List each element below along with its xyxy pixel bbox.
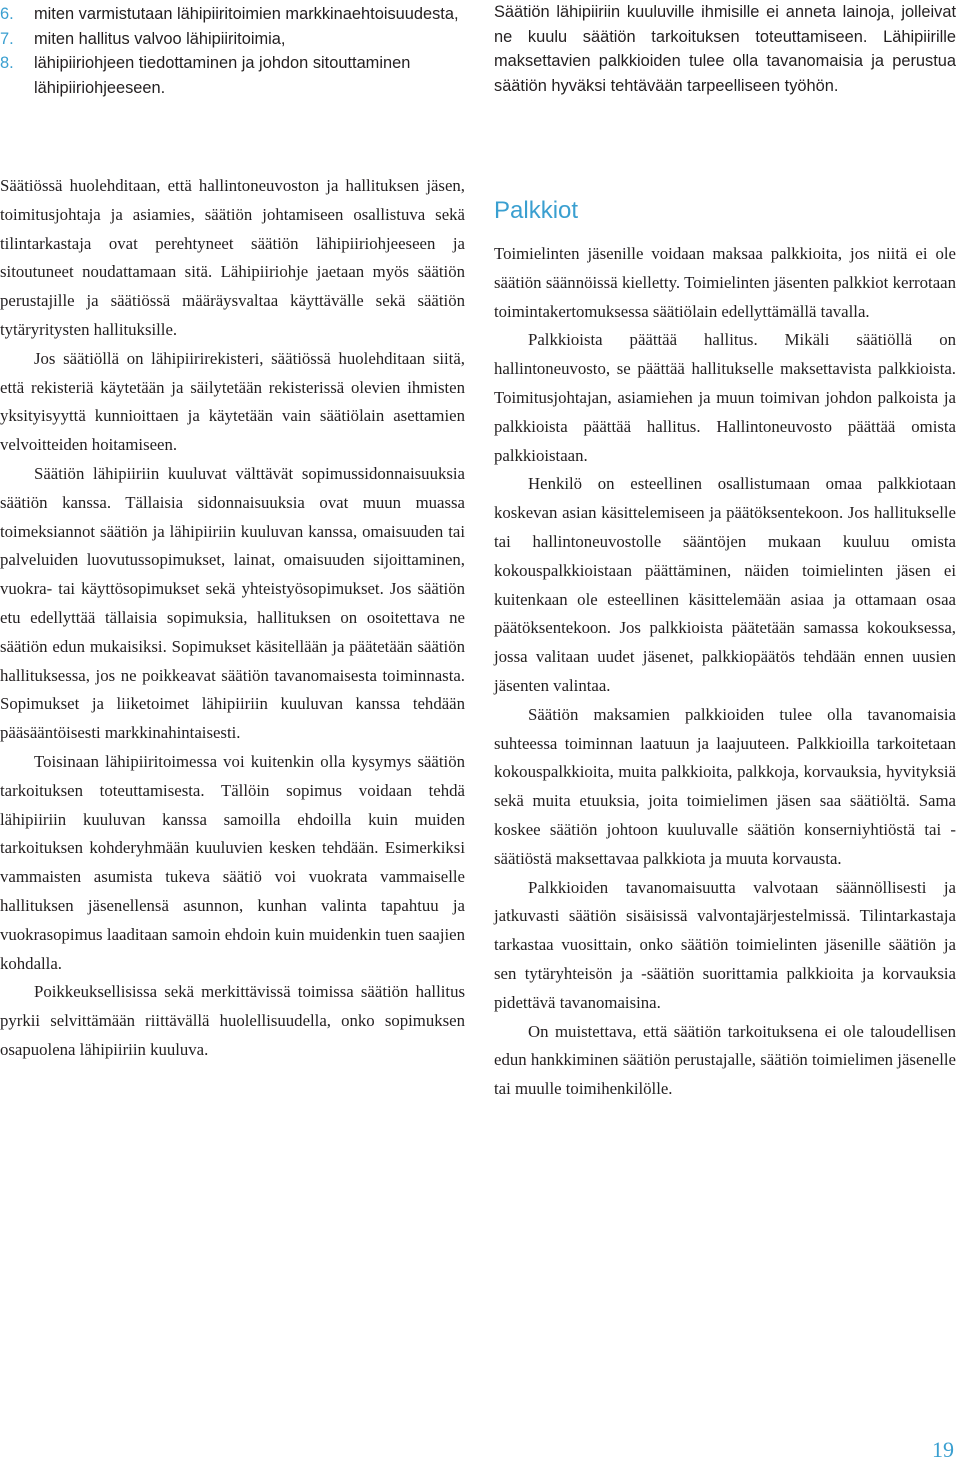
list-number: 6. (0, 5, 14, 23)
list-text: lähipiiriohjeen tiedottaminen ja johdon sitouttaminen lähipiiriohjeeseen. (34, 54, 411, 97)
list-item (0, 27, 470, 52)
body-paragraph: Henkilö on esteellinen osallistumaan omaa palkkiotaan koskevan asian käsittelemiseen ja päätöksentekoon. Jos hallitukselle tai hallintoneuvostolle sääntöjen mukaan kuuluu omista kokouspalkkioistaan päättäminen, näiden toimielinten jäsen ei kuitenkaan ole esteellinen käsittelemään asiaa ja ottamaan osaa päätöksentekoon. Jos palkkioista päätetään samassa kokouksessa, jossa valitaan uudet jäsenet, palkkiopäätös tehdään ennen uusien jäsenten valintaa. (494, 474, 956, 695)
body-paragraph: Jos säätiöllä on lähipiirirekisteri, säätiössä huolehditaan siitä, että rekisteriä käytetään ja säilytetään rekisterissä olevien ihmisten yksityisyyttä kunnioittaen ja käytetään vain säätiölain asettamien velvoitteiden hoitamiseen. (0, 348, 465, 455)
list-item (0, 51, 470, 100)
list-number: 7. (0, 29, 14, 48)
numbered-list (0, 2, 470, 100)
list-text: miten varmistutaan lähipiiritoimien markkinaehtoisuudesta, (34, 5, 459, 23)
body-paragraph: Poikkeuksellisissa sekä merkittävissä toimissa säätiön hallitus pyrkii selvittämään riittävällä huolellisuudella, onko sopimuksen osapuolena lähipiiriin kuuluva. (0, 982, 465, 1059)
body-paragraph: Säätiön maksamien palkkioiden tulee olla tavanomaisia suhteessa toiminnan laatuun ja laajuuteen. Palkkioilla tarkoitetaan kokouspalkkioita, muita palkkioita, palkkoja, korvauksia, hyvityksiä sekä muita etuuksia, joita toimielimen jäsen saa säätiöltä. Sama koskee säätiön johtoon kuuluvalle säätiön konserniyhtiöstä tai -säätiöstä maksettavaa palkkiota ja muuta korvausta. (494, 704, 956, 868)
list-item (0, 2, 470, 27)
right-body (494, 240, 956, 1104)
body-paragraph: Toimielinten jäsenille voidaan maksaa palkkioita, jos niitä ei ole säätiön säännöissä kielletty. Toimielinten jäsenten palkkiot kerrotaan toimintakertomuksessa säätiölain edellyttämällä tavalla. (494, 244, 956, 321)
body-paragraph: On muistettava, että säätiön tarkoituksena ei ole taloudellisen edun hankkiminen säätiön perustajalle, säätiön toimielimen jäsenelle tai muulle toimihenkilölle. (494, 1021, 956, 1099)
section-heading: Palkkiot (494, 197, 579, 224)
page-number: 19 (932, 1437, 954, 1462)
body-paragraph: Palkkioiden tavanomaisuutta valvotaan säännöllisesti ja jatkuvasti säätiön sisäisissä valvontajärjestelmissä. Tilintarkastaja tarkastaa vuosittain, onko säätiön toimielinten jäsenille säätiön ja sen tytäryhteisön ja -säätiön suorittamia palkkioita ja korvauksia pidettävä tavanomaisina. (494, 877, 956, 1012)
right-intro-block (494, 0, 956, 98)
body-paragraph: Säätiössä huolehditaan, että hallintoneuvoston ja hallituksen jäsen, toimitusjohtaja ja asiamies, säätiön johtamiseen osallistuva sekä tilintarkastaja ovat perehtyneet säätiön lähipiiriohjeeseen ja sitoutuneet noudattamaan sitä. Lähipiiriohje jaetaan myös säätiön perustajille ja säätiössä määräysvaltaa käyttävälle sekä säätiön tytäryritysten hallituksille. (0, 176, 465, 339)
body-paragraph: Säätiön lähipiiriin kuuluvat välttävät sopimussidonnaisuuksia säätiön kanssa. Tällaisia sidonnaisuuksia ovat muun muassa toimeksiannot säätiön ja lähipiiriin kuuluvan kanssa, omaisuuden tai palveluiden luovutussopimukset, lainat, omaisuuden sijoittaminen, vuokra- tai käyttösopimukset sekä yhteistyösopimukset. Jos säätiön etu edellyttää tällaisia sopimuksia, hallituksen on osoitettava ne säätiön edun mukaisiksi. Sopimukset käsitellään ja päätetään säätiön hallituksessa, jos ne poikkeavat säätiön tavanomaisesta toiminnasta. Sopimukset ja liiketoimet lähipiiriin kuuluvan kanssa tehdään pääsääntöisesti markkinahintaisesti. (0, 463, 465, 743)
body-paragraph: Palkkioista päättää hallitus. Mikäli säätiöllä on hallintoneuvosto, se päättää hallitukselle maksettavista palkkioista. Toimitusjohtajan, asiamiehen ja muun toimivan johdon palkoista ja palkkioista päättää hallitus. Hallintoneuvosto päättää omista palkkioistaan. (494, 330, 956, 465)
list-number: 8. (0, 54, 14, 73)
left-body (0, 172, 465, 1065)
intro-paragraph: Säätiön lähipiiriin kuuluville ihmisille ei anneta lainoja, jolleivat ne kuulu säätiön tarkoituksen toteuttamiseen. Lähipiirille maksettavien palkkioiden tulee olla tavanomaisia ja perustua säätiön hyväksi tehtävään tarpeelliseen työhön. (494, 3, 956, 95)
body-paragraph: Toisinaan lähipiiritoimessa voi kuitenkin olla kysymys säätiön tarkoituksen toteuttamisesta. Tällöin sopimus voidaan tehdä lähipiiriin kuuluvan kanssa samoilla ehdoilla kuin muiden tarkoituksen kohderyhmään kuuluvien kesken tehdään. Esimerkiksi vammaisten asumista tukeva säätiö voi vuokrata vammaiselle hallituksen jäsenellensä asunnon, kunhan valinta tapahtuu ja vuokrasopimus laaditaan samoin ehdoin kuin muidenkin tuen saajien kohdalla. (0, 751, 465, 973)
list-text: miten hallitus valvoo lähipiiritoimia, (34, 29, 286, 48)
